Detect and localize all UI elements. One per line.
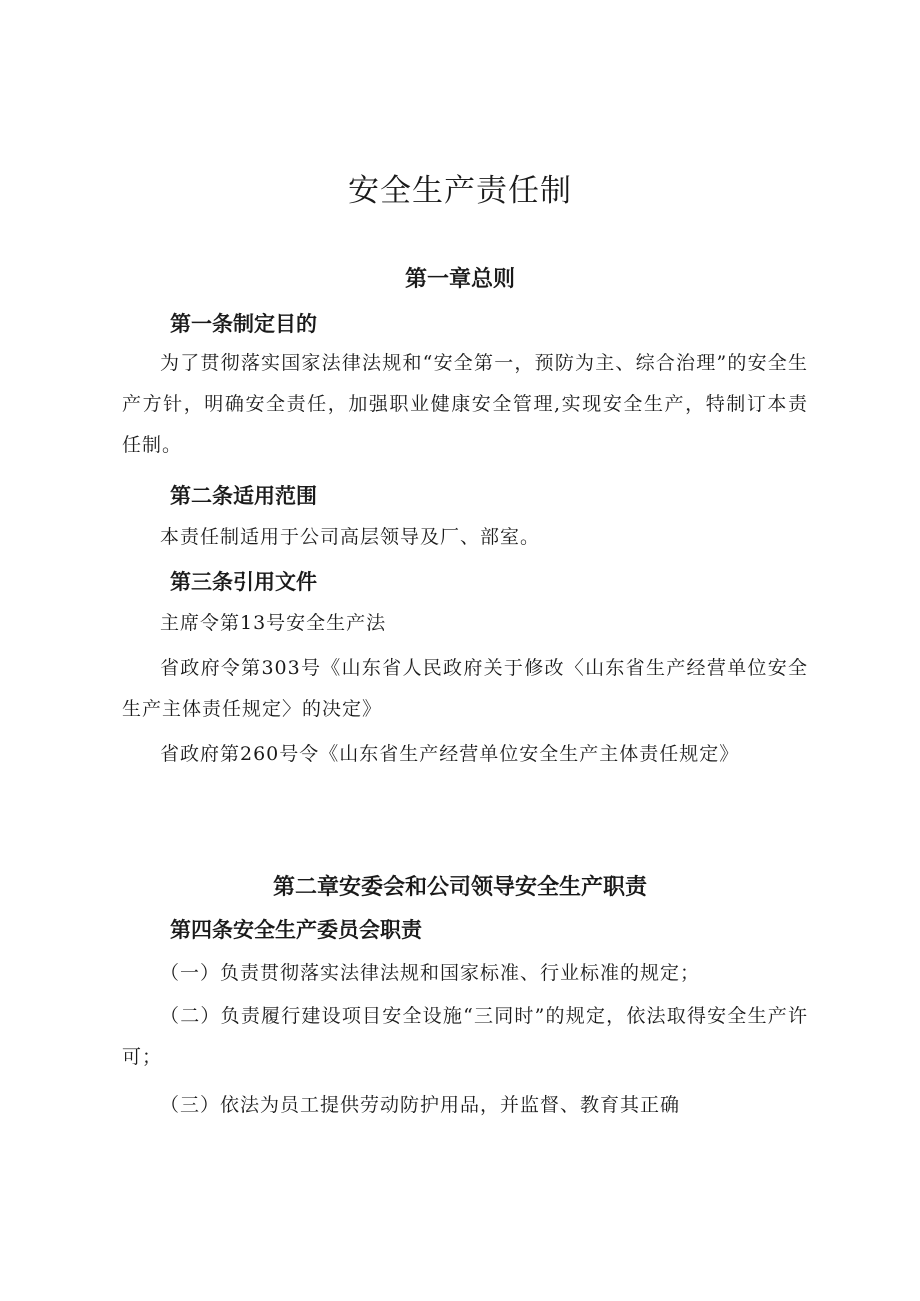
chapter-1-heading: 第一章总则 <box>404 267 515 292</box>
reference-2: 省政府令第303号《山东省人民政府关于修改〈山东省生产经营单位安全生产主体责任规定〉的决定》 <box>122 657 808 720</box>
reference-3: 省政府第260号令《山东省生产经营单位安全生产主体责任规定》 <box>160 743 740 765</box>
article-3-heading: 第三条引用文件 <box>170 570 317 594</box>
duty-item-2: （二）负责履行建设项目安全设施“三同时”的规定，依法取得安全生产许可； <box>122 1005 808 1068</box>
document-title: 安全生产责任制 <box>348 173 572 209</box>
duty-item-3: （三）依法为员工提供劳动防护用品，并监督、教育其正确 <box>160 1094 681 1116</box>
duty-item-1: （一）负责贯彻落实法律法规和国家标准、行业标准的规定； <box>160 962 701 984</box>
article-1-heading: 第一条制定目的 <box>170 312 317 336</box>
chapter-2-heading: 第二章安委会和公司领导安全生产职责 <box>272 875 647 900</box>
article-4-heading: 第四条安全生产委员会职责 <box>170 918 422 942</box>
article-2-text: 本责任制适用于公司高层领导及厂、部室。 <box>160 526 541 548</box>
article-2-heading: 第二条适用范围 <box>170 484 317 508</box>
reference-1: 主席令第13号安全生产法 <box>160 612 387 634</box>
article-1-text: 为了贯彻落实国家法律法规和“安全第一，预防为主、综合治理”的安全生产方针，明确安全责任，加强职业健康安全管理,实现安全生产，特制订本责任制。 <box>122 352 808 456</box>
